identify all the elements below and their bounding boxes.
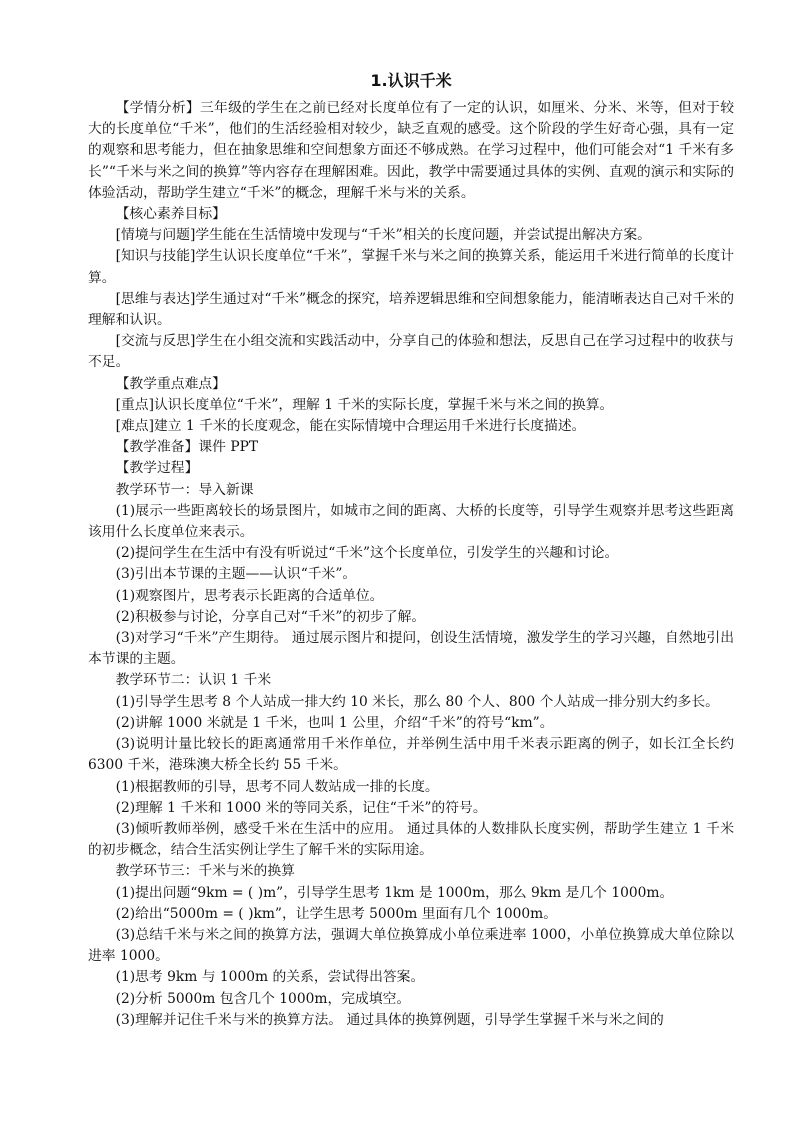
document-page (88, 70, 734, 1031)
section-three-step: (2)给出“5000m = ( )km”，让学生思考 5000m 里面有几个 1000m。 (115, 905, 558, 922)
key-point: [重点]认识长度单位“千米”，理解 1 千米的实际长度，掌握千米与米之间的换算。 (115, 396, 614, 413)
section-one-title: 教学环节一：导入新课 (115, 481, 254, 498)
document-title: 1.认识千米 (370, 71, 452, 90)
section-one-step: (1)展示一些距离较长的场景图片，如城市之间的距离、大桥的长度等，引导学生观察并思考这些距离该用什么长度单位来表示。 (88, 502, 734, 541)
section-three-student-step: (1)思考 9km 与 1000m 的关系，尝试得出答案。 (115, 969, 425, 986)
section-two-step: (1)引导学生思考 8 个人站成一排大约 10 米长，那么 80 个人、800 个人站成一排分别大约多长。 (115, 693, 719, 710)
section-three-step: (1)提出问题“9km = ( )m”，引导学生思考 1km 是 1000m，那么 9km 是几个 1000m。 (115, 884, 674, 901)
goal-communication-reflection: [交流与反思]学生在小组交流和实践活动中，分享自己的体验和想法，反思自己在学习过程中的收获与不足。 (88, 333, 734, 371)
section-three-title: 教学环节三：千米与米的换算 (115, 863, 295, 880)
section-one-student-step: (2)积极参与讨论，分享自己对“千米”的初步了解。 (115, 608, 426, 625)
section-two-title: 教学环节二：认识 1 千米 (115, 672, 272, 689)
heading-key-difficult-points: 【教学重点难点】 (115, 375, 226, 392)
heading-teaching-preparation: 【教学准备】课件 PPT (115, 439, 259, 456)
section-one-student-step: (1)观察图片，思考表示长距离的合适单位。 (115, 587, 384, 604)
section-three-step: (3)总结千米与米之间的换算方法，强调大单位换算成小单位乘进率 1000，小单位换算成大单位除以进率 1000。 (88, 926, 734, 965)
heading-teaching-process: 【教学过程】 (115, 460, 199, 477)
section-one-step: (2)提问学生在生活中有没有听说过“千米”这个长度单位，引发学生的兴趣和讨论。 (115, 545, 619, 562)
section-two-student-step: (2)理解 1 千米和 1000 米的等同关系，记住“千米”的符号。 (115, 799, 487, 816)
section-two-student-step: (3)倾听教师举例，感受千米在生活中的应用。 通过具体的人数排队长度实例，帮助学生建立 1 千米的初步概念，结合生活实例让学生了解千米的实际用途。 (88, 820, 734, 859)
section-two-step: (3)说明计量比较长的距离通常用千米作单位，并举例生活中用千米表示距离的例子，如长江全长约 6300 千米，港珠澳大桥全长约 55 千米。 (88, 736, 734, 774)
goal-knowledge-skills: [知识与技能]学生认识长度单位“千米”，掌握千米与米之间的换算关系，能运用千米进行简单的长度计算。 (88, 248, 734, 286)
section-three-student-step: (3)理解并记住千米与米的换算方法。 通过具体的换算例题，引导学生掌握千米与米之间的 (115, 1011, 664, 1028)
paragraph-learning-analysis: 【学情分析】三年级的学生在之前已经对长度单位有了一定的认识，如厘米、分米、米等，但对于较大的长度单位“千米”，他们的生活经验相对较少，缺乏直观的感受。这个阶段的学生好奇心强，具有一定的观察和思考能力，但在抽象思维和空间想象方面还不够成熟。在学习过程中，他们可能会对“1 千米有多长”“千米与米之间的换算”等内容存在理解困难。因此，教学中需要通过具体的实例、直观的演示和实际的体验活动，帮助学生建立“千米”的概念，理解千米与米的关系。 (88, 100, 734, 201)
section-one-step: (3)引出本节课的主题——认识“千米”。 (115, 566, 357, 583)
section-three-student-step: (2)分析 5000m 包含几个 1000m，完成填空。 (115, 990, 411, 1007)
heading-core-goals: 【核心素养目标】 (115, 206, 226, 223)
section-one-student-step: (3)对学习“千米”产生期待。 通过展示图片和提问，创设生活情境，激发学生的学习兴趣，自然地引出本节课的主题。 (88, 630, 734, 668)
section-two-step: (2)讲解 1000 米就是 1 千米，也叫 1 公里，介绍“千米”的符号“km”。 (115, 714, 554, 731)
goal-situation-problem: [情境与问题]学生能在生活情境中发现与“千米”相关的长度问题，并尝试提出解决方案。 (115, 227, 651, 244)
section-two-student-step: (1)根据教师的引导，思考不同人数站成一排的长度。 (115, 778, 439, 795)
difficult-point: [难点]建立 1 千米的长度观念，能在实际情境中合理运用千米进行长度描述。 (115, 418, 586, 435)
goal-thinking-expression: [思维与表达]学生通过对“千米”概念的探究，培养逻辑思维和空间想象能力，能清晰表达自己对千米的理解和认识。 (88, 290, 734, 329)
